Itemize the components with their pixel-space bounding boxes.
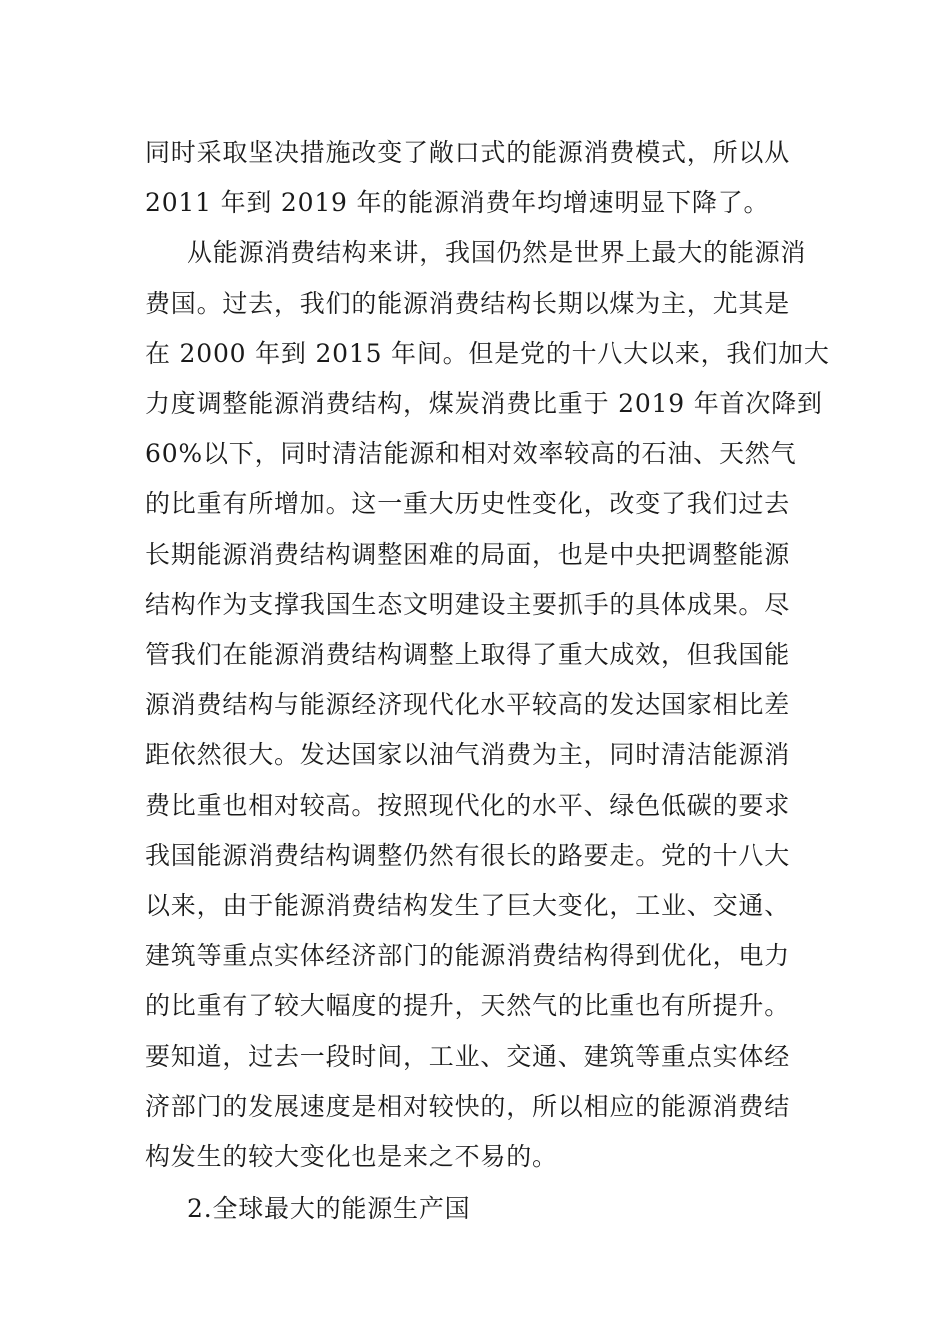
paragraph-energy-consumption-structure bbox=[145, 228, 830, 1182]
text-line: 从能源消费结构来讲，我国仍然是世界上最大的能源消 bbox=[187, 238, 807, 268]
text-line: 源消费结构与能源经济现代化水平较高的发达国家相比差 bbox=[145, 690, 791, 720]
text-line: 以来，由于能源消费结构发生了巨大变化，工业、交通、 bbox=[145, 891, 791, 921]
text-line: 济部门的发展速度是相对较快的，所以相应的能源消费结 bbox=[145, 1091, 791, 1121]
text-line: 2011 年到 2019 年的能源消费年均增速明显下降了。 bbox=[145, 188, 770, 218]
text-line: 的比重有了较大幅度的提升，天然气的比重也有所提升。 bbox=[145, 991, 791, 1021]
document-body bbox=[145, 128, 830, 1234]
text-line: 60%以下，同时清洁能源和相对效率较高的石油、天然气 bbox=[145, 439, 797, 469]
text-line: 的比重有所增加。这一重大历史性变化，改变了我们过去 bbox=[145, 489, 791, 519]
text-line: 距依然很大。发达国家以油气消费为主，同时清洁能源消 bbox=[145, 740, 791, 770]
text-line: 力度调整能源消费结构，煤炭消费比重于 2019 年首次降到 bbox=[145, 389, 823, 419]
paragraph-continuation bbox=[145, 128, 807, 228]
text-line: 费比重也相对较高。按照现代化的水平、绿色低碳的要求 bbox=[145, 790, 791, 820]
text-line: 建筑等重点实体经济部门的能源消费结构得到优化，电力 bbox=[145, 941, 791, 971]
text-line: 结构作为支撑我国生态文明建设主要抓手的具体成果。尽 bbox=[145, 589, 791, 619]
text-line: 构发生的较大变化也是来之不易的。 bbox=[145, 1142, 558, 1172]
section-heading: 2.全球最大的能源生产国 bbox=[187, 1194, 471, 1224]
text-line: 同时采取坚决措施改变了敞口式的能源消费模式，所以从 bbox=[145, 138, 791, 167]
text-line: 费国。过去，我们的能源消费结构长期以煤为主，尤其是 bbox=[145, 288, 791, 318]
text-line: 要知道，过去一段时间，工业、交通、建筑等重点实体经 bbox=[145, 1041, 791, 1071]
text-line: 长期能源消费结构调整困难的局面，也是中央把调整能源 bbox=[145, 539, 791, 569]
text-line: 管我们在能源消费结构调整上取得了重大成效，但我国能 bbox=[145, 640, 791, 670]
text-line: 在 2000 年到 2015 年间。但是党的十八大以来，我们加大 bbox=[145, 338, 830, 368]
text-line: 我国能源消费结构调整仍然有很长的路要走。党的十八大 bbox=[145, 840, 791, 870]
